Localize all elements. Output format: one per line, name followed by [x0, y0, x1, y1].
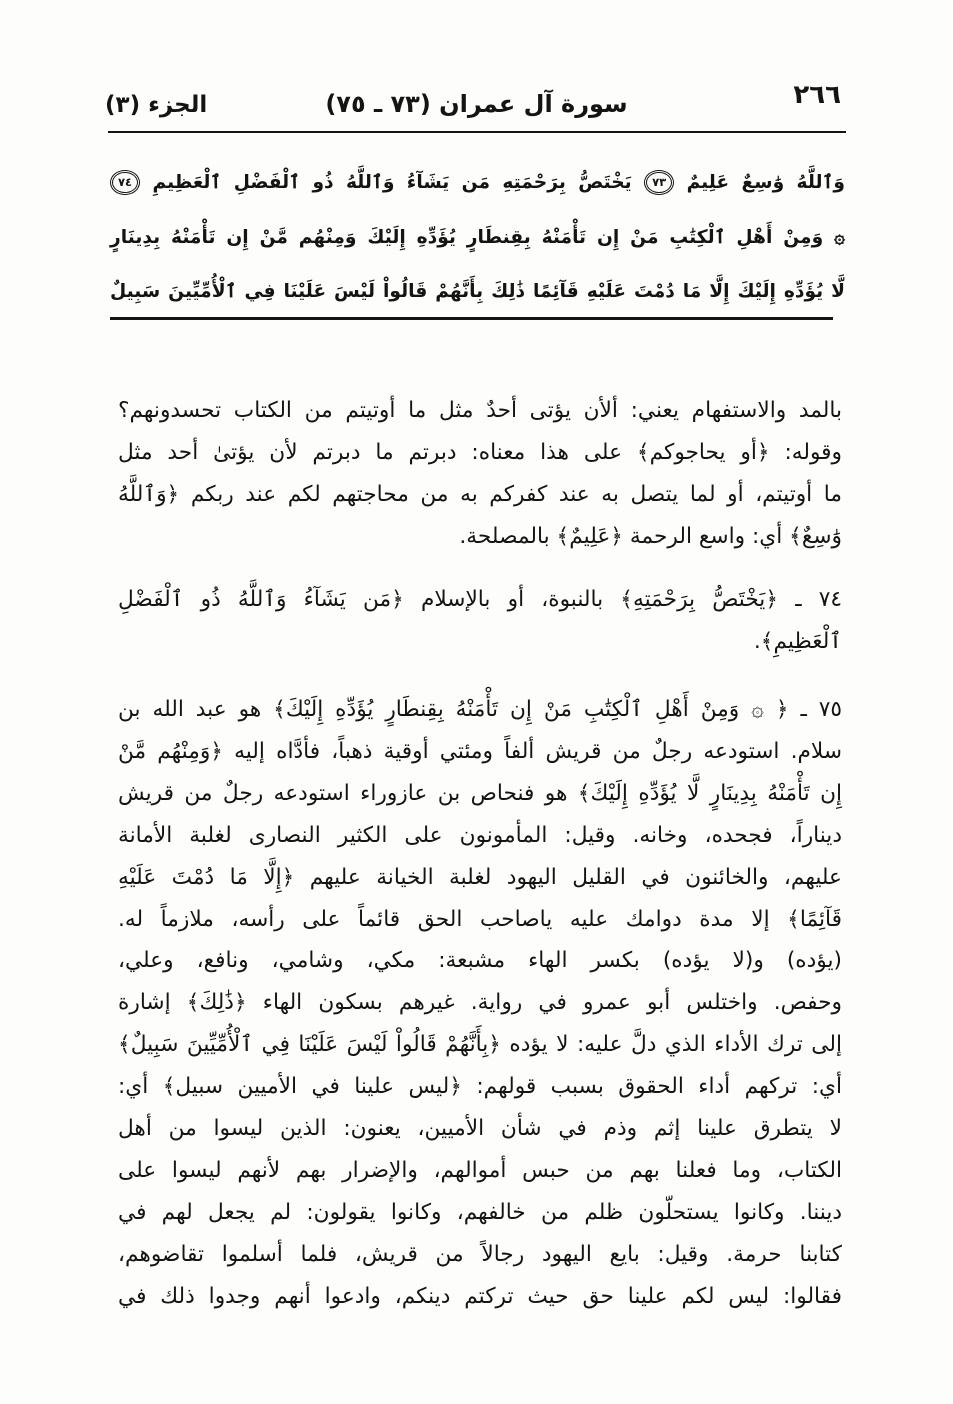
commentary-line: قَآئِمًا﴾ إلا مدة دوامك عليه ياصاحب الحق قائماً على رأسه، ملازماً له.	[118, 906, 842, 932]
commentary-line: إِن تَأْمَنْهُ بِدِينَارٍ لَّا يُؤَدِّهِ إِلَيْكَ﴾ هو فنحاص بن عازوراء استودعه رجلٌ من قريش	[118, 780, 842, 806]
commentary-line: ٱلْعَظِيمِ﴾.	[753, 628, 842, 654]
page-number: ٢٦٦	[793, 80, 841, 110]
verse-73-ending: وَٱللَّهُ وَٰسِعٌ عَلِيمٌ	[686, 172, 845, 193]
header-rule	[108, 131, 846, 133]
commentary-line: ٧٥ ـ ﴿ ۞ وَمِنْ أَهْلِ ٱلْكِتَٰبِ مَنْ إِن تَأْمَنْهُ بِقِنطَارٍ يُؤَدِّهِ إِلَيْكَ﴾ هو عبد الله بن	[118, 697, 842, 722]
commentary-line: (يؤده) و(لا يؤده) بكسر الهاء مشبعة: مكي، وشامي، ونافع، وعلي،	[118, 948, 842, 974]
commentary-line: ديننا. وكانوا يستحلّون ظلم من خالفهم، وكانوا يقولون: لم يجعل لهم في	[118, 1199, 842, 1225]
commentary-line: كتابنا حرمة. وقيل: بايع اليهود رجالاً من قريش، فلما أسلموا تقاضوهم،	[118, 1241, 842, 1267]
quran-line-2: ۞ وَمِنْ أَهْلِ ٱلْكِتَٰبِ مَنْ إِن تَأْمَنْهُ بِقِنطَارٍ يُؤَدِّهِ إِلَيْكَ وَمِنْهُم مَّنْ إِن تَأْمَنْهُ بِدِينَارٍ	[110, 226, 845, 248]
commentary-paragraph-verse-75	[118, 689, 842, 1318]
quran-verses-block	[110, 156, 845, 320]
commentary-line: لا يتطرق علينا إثم وذم في شأن الأميين، يعنون: الذين ليسوا من أهل	[118, 1116, 842, 1142]
verse-number-marker-73: ٧٣	[644, 170, 674, 196]
commentary-line: سلام. استودعه رجلٌ من قريش ألفاً ومئتي أوقية ذهباً، فأدَّاه إليه ﴿وَمِنْهُم مَّنْ	[118, 738, 842, 764]
verse-number-marker-74: ٧٤	[110, 170, 140, 196]
commentary-line: بالمد والاستفهام يعني: ألأن يؤتى أحدٌ مثل ما أوتيتم من الكتاب تحسدونهم؟	[118, 398, 842, 423]
commentary-line: وَٰسِعٌ﴾ أي: واسع الرحمة ﴿عَلِيمٌ﴾ بالمصلحة.	[459, 523, 842, 549]
commentary-line: فقالوا: ليس لكم علينا حق حيث تركتم دينكم، وادعوا أنهم وجدوا ذلك في	[118, 1283, 842, 1309]
commentary-line: وقوله: ﴿أو يحاجوكم﴾ على هذا معناه: دبرتم ما دبرتم لأن يؤتىٰ أحد مثل	[118, 439, 842, 465]
commentary-line: ٧٤ ـ ﴿يَخْتَصُّ بِرَحْمَتِهِ﴾ بالنبوة، أو بالإسلام ﴿مَن يَشَآءُ وَٱللَّهُ ذُو ٱلْفَضْلِ	[118, 587, 842, 612]
commentary-line: ديناراً، فجحده، وخانه. وقيل: المأمونون على الكثير النصارى لغلبة الأمانة	[118, 822, 842, 848]
commentary-paragraph-verse-74	[118, 579, 842, 663]
commentary-line: أي: تركهم أداء الحقوق بسبب قولهم: ﴿ليس علينا في الأميين سبيل﴾ أي:	[118, 1074, 842, 1100]
commentary-line: ما أوتيتم، أو لما يتصل به عند كفركم به من محاجتهم لكم عند ربكم ﴿وَٱللَّهُ	[118, 481, 842, 507]
running-title-surah: سورة آل عمران (٧٣ ـ ٧٥)	[325, 90, 628, 118]
commentary-paragraph-1	[118, 390, 842, 558]
quran-line-1	[110, 156, 845, 211]
verses-separator-rule	[110, 317, 833, 320]
commentary-line: وحفص. واختلس أبو عمرو في رواية. غيرهم بسكون الهاء ﴿ذَٰلِكَ﴾ إشارة	[118, 990, 842, 1016]
juz-label: الجزء (٣)	[105, 92, 208, 118]
quran-line-3: لَّا يُؤَدِّهِ إِلَيْكَ إِلَّا مَا دُمْتَ عَلَيْهِ قَآئِمًا ذَٰلِكَ بِأَنَّهُمْ قَالُواْ لَيْسَ عَلَيْنَا فِي ٱلْأُمِّيِّينَ سَبِيلٌ	[110, 281, 845, 302]
commentary-line: عليهم، والخائنون في القليل اليهود لغلبة الخيانة عليهم ﴿إِلَّا مَا دُمْتَ عَلَيْهِ	[118, 864, 842, 890]
commentary-line: الكتاب، وما فعلنا بهم من حبس أموالهم، والإضرار بهم لأنهم ليسوا على	[118, 1157, 842, 1183]
verse-74-text: يَخْتَصُّ بِرَحْمَتِهِ مَن يَشَآءُ وَٱللَّهُ ذُو ٱلْفَضْلِ ٱلْعَظِيمِ	[152, 172, 632, 193]
commentary-line: إلى ترك الأداء الذي دلَّ عليه: لا يؤده ﴿بِأَنَّهُمْ قَالُواْ لَيْسَ عَلَيْنَا فِي ٱلْأُمِّيِّينَ سَبِيلٌ﴾	[118, 1032, 842, 1058]
